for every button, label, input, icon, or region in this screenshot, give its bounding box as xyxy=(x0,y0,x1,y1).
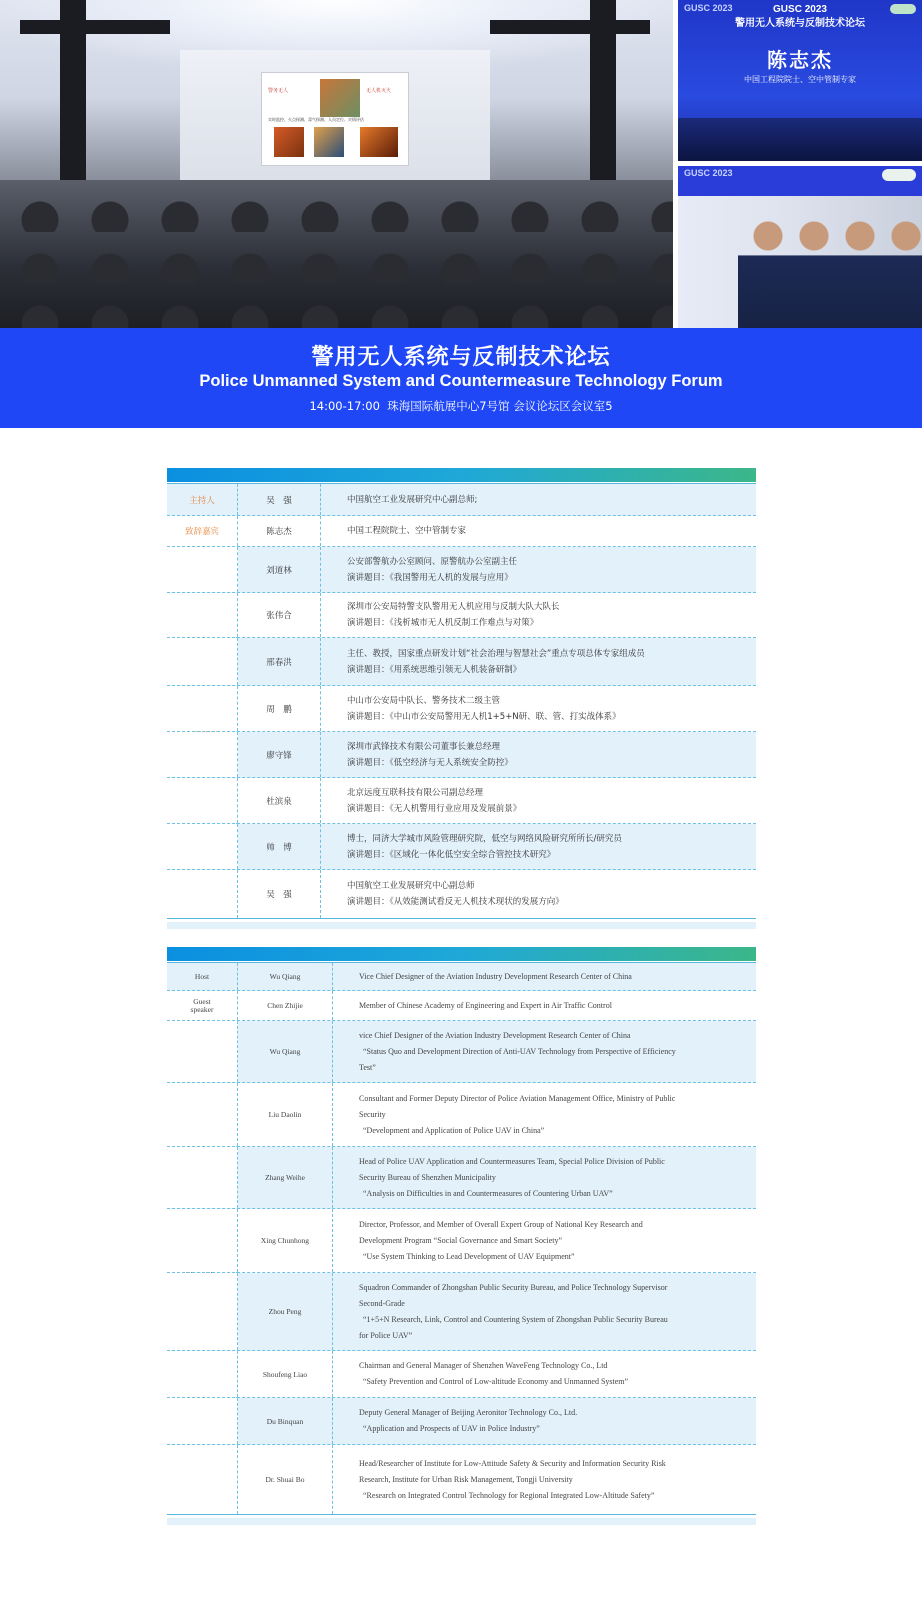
slide-label-left: 警务无人 xyxy=(268,88,289,94)
speaker-row xyxy=(167,547,756,593)
speaker-line: Consultant and Former Deputy Director of Police Aviation Management Office, Ministry of Public xyxy=(359,1093,676,1103)
speaker-desc xyxy=(333,1273,756,1350)
speaker-topic: 演讲题目：《我国警用无人机的发展与应用》 xyxy=(347,572,513,583)
speaker-desc xyxy=(321,593,756,637)
screen-speaker-title: 中国工程院院士、空中管制专家 xyxy=(744,75,856,84)
speaker-desc xyxy=(333,1445,756,1514)
speaker-desc xyxy=(333,1351,756,1397)
guest-desc-cell xyxy=(321,516,756,546)
speaker-line: Chairman and General Manager of Shenzhen WaveFeng Technology Co., Ltd xyxy=(359,1361,608,1370)
speaker-row xyxy=(167,638,756,686)
host-name: 吴 强 xyxy=(238,484,321,515)
slide-image xyxy=(360,127,398,157)
speaker-row xyxy=(167,593,756,638)
host-desc: Vice Chief Designer of the Aviation Industry Development Research Center of China xyxy=(359,971,632,981)
agenda-table-cn xyxy=(167,468,756,929)
speaker-name: Zhou Peng xyxy=(238,1273,333,1350)
keynote-group xyxy=(167,547,756,919)
forum-time-venue xyxy=(0,398,922,414)
gusc-logo: GUSC 2023 xyxy=(684,3,733,13)
guest-role-line: speaker xyxy=(190,1004,214,1014)
table-header-bar xyxy=(167,947,756,961)
speaker-name: 杜滨泉 xyxy=(238,778,321,823)
truss-bar-left xyxy=(20,20,170,34)
speaker-line: 中国航空工业发展研究中心副总师 xyxy=(347,881,475,891)
projection-screen xyxy=(261,72,409,166)
guest-role xyxy=(167,998,237,1014)
speaker-row xyxy=(167,870,756,919)
speaker-topic: 演讲题目：《低空经济与无人系统安全防控》 xyxy=(347,757,513,768)
speaker-row xyxy=(167,732,756,778)
table-footer-strip xyxy=(167,1518,756,1525)
host-role: 主持人 xyxy=(189,495,215,506)
stage-floor xyxy=(678,118,922,161)
speaker-topic: 演讲题目：《区域化一体化低空安全综合管控技术研究》 xyxy=(347,849,556,860)
slide-image xyxy=(320,79,360,117)
screen-speaker-name: 陈志杰 xyxy=(767,50,833,72)
speaker-name: Shoufeng Liao xyxy=(238,1351,333,1397)
agenda-table-en xyxy=(167,947,756,1525)
host-desc-cell xyxy=(333,963,756,990)
speaker-desc xyxy=(321,870,756,918)
speaker-name: Xing Chunhong xyxy=(238,1209,333,1272)
speaker-desc xyxy=(321,638,756,685)
speaker-topic: “Use System Thinking to Lead Development of UAV Equipment” xyxy=(363,1251,575,1261)
speaker-row xyxy=(167,1083,756,1147)
speaker-name: 帅 博 xyxy=(238,824,321,869)
speaker-row xyxy=(167,1273,756,1351)
speaker-row xyxy=(167,824,756,870)
speaker-desc xyxy=(321,547,756,592)
speaker-line: Second-Grade xyxy=(359,1298,405,1308)
slide-label-right: 无人机灭火 xyxy=(366,88,392,94)
gusc-logo: GUSC 2023 xyxy=(684,168,733,178)
speaker-name: 张伟合 xyxy=(238,593,321,637)
speaker-row xyxy=(167,1147,756,1209)
speaker-row xyxy=(167,1445,756,1515)
table-footer-strip xyxy=(167,922,756,929)
forum-venue: 珠海国际航展中心7号馆 会议论坛区会议室5 xyxy=(387,399,613,413)
speaker-line: 深圳市公安局特警支队警用无人机应用与反制大队大队长 xyxy=(347,602,560,612)
host-name: Wu Qiang xyxy=(238,963,333,990)
guest-row xyxy=(167,516,756,547)
speaker-topic: “Development and Application of Police UAV in China” xyxy=(363,1125,545,1135)
speaker-desc xyxy=(333,1083,756,1146)
speaker-topic: “Research on Integrated Control Technology for Regional Integrated Low-Altitude Safety” xyxy=(363,1490,655,1500)
role-cell xyxy=(167,991,238,1020)
speaker-row xyxy=(167,1351,756,1398)
speaker-topic: “Safety Prevention and Control of Low-altitude Economy and Unmanned System” xyxy=(363,1377,629,1386)
speaker-name: Du Binquan xyxy=(238,1398,333,1444)
forum-title-cn: 警用无人系统与反制技术论坛 xyxy=(311,345,611,370)
guest-desc: 中国工程院院士、空中管制专家 xyxy=(347,526,467,536)
speaker-desc xyxy=(321,732,756,777)
speaker-topic: “Status Quo and Development Direction of Anti-UAV Technology from Perspective of Efficiency xyxy=(363,1046,676,1056)
speaker-desc xyxy=(321,824,756,869)
slide-image xyxy=(274,127,304,157)
speaker-name: 刘道林 xyxy=(238,547,321,592)
photo-collage xyxy=(0,0,922,328)
role-cell xyxy=(167,963,238,990)
speaker-line: 中山市公安局中队长、警务技术二级主管 xyxy=(347,695,501,706)
guest-name: 陈志杰 xyxy=(238,516,321,546)
role-cell xyxy=(167,516,238,546)
speaker-row xyxy=(167,686,756,732)
speaker-name: 周 鹏 xyxy=(238,686,321,731)
role-cell xyxy=(167,484,238,515)
speaker-line: vice Chief Designer of the Aviation Industry Development Research Center of China xyxy=(359,1030,631,1040)
speaker-line: 博士，同济大学城市风险管理研究院，低空与网络风险研究所所长/研究员 xyxy=(347,833,622,844)
speaker-topic: 演讲题目：《无人机警用行业应用及发展前景》 xyxy=(347,803,522,814)
speaker-line: Director, Professor, and Member of Overall Expert Group of National Key Research and xyxy=(359,1219,643,1229)
speaker-photo xyxy=(678,0,922,161)
forum-title-en: Police Unmanned System and Countermeasure Technology Forum xyxy=(199,372,723,390)
speaker-name: 邢春洪 xyxy=(238,638,321,685)
speaker-topic: “Application and Prospects of UAV in Police Industry” xyxy=(363,1424,540,1433)
truss-bar-right xyxy=(490,20,650,34)
host-role: Host xyxy=(194,971,210,981)
guest-row xyxy=(167,991,756,1021)
speaker-row xyxy=(167,1398,756,1445)
speaker-row xyxy=(167,1021,756,1083)
slide-caption: 实时监控、火点探测、毒气探测、人员定位、灾情评估 xyxy=(268,117,364,122)
guest-desc-cell xyxy=(333,991,756,1020)
speaker-name: Wu Qiang xyxy=(238,1021,333,1082)
speaker-topic: 演讲题目：《用系统思维引领无人机装备研制》 xyxy=(347,664,522,675)
guest-name: Chen Zhijie xyxy=(238,991,333,1020)
screen-title: 警用无人系统与反制技术论坛 xyxy=(735,18,865,29)
speaker-row xyxy=(167,1209,756,1273)
speaker-topic: 演讲题目：《浅析城市无人机反制工作难点与对策》 xyxy=(347,618,539,628)
speaker-line: Research, Institute for Urban Risk Management, Tongji University xyxy=(359,1474,573,1484)
speaker-name: Liu Daolin xyxy=(238,1083,333,1146)
host-row xyxy=(167,484,756,516)
speaker-line: 主任、教授，国家重点研发计划“社会治理与智慧社会”重点专项总体专家组成员 xyxy=(347,648,645,659)
speaker-desc xyxy=(321,686,756,731)
speaker-line: Head/Researcher of Institute for Low-Attitude Safety & Security and Information Security Risk xyxy=(359,1458,666,1468)
speaker-line: 北京远度互联科技有限公司副总经理 xyxy=(347,787,484,798)
seated-guests xyxy=(738,206,922,328)
speaker-topic: “1+5+N Research, Link, Control and Countering System of Zhongshan Public Security Bureau xyxy=(363,1314,668,1324)
audience-seats xyxy=(0,180,673,328)
host-desc: 中国航空工业发展研究中心副总师; xyxy=(347,494,478,505)
speaker-name: 吴 强 xyxy=(238,870,321,918)
speaker-desc xyxy=(333,1021,756,1082)
speaker-topic: for Police UAV” xyxy=(359,1330,413,1340)
slide-image xyxy=(314,127,344,157)
speaker-topic: 演讲题目：《从效能测试看反无人机技术现状的发展方向》 xyxy=(347,897,564,907)
host-desc-cell xyxy=(321,484,756,515)
speaker-name: 廖守锋 xyxy=(238,732,321,777)
speaker-line: Head of Police UAV Application and Countermeasures Team, Special Police Division of Public xyxy=(359,1156,665,1166)
guest-role: 致辞嘉宾 xyxy=(184,527,219,537)
speaker-name: Zhang Weihe xyxy=(238,1147,333,1208)
speaker-desc xyxy=(333,1147,756,1208)
forum-hall-photo xyxy=(0,0,673,328)
host-row xyxy=(167,963,756,991)
guest-role-line: Guest xyxy=(193,996,211,1006)
speaker-line: Development Program “Social Governance and Smart Society” xyxy=(359,1235,563,1245)
audience-photo xyxy=(678,166,922,328)
speaker-line: Deputy General Manager of Beijing Aeronitor Technology Co., Ltd. xyxy=(359,1408,578,1417)
speaker-row xyxy=(167,778,756,824)
speaker-line: 深圳市武锋技术有限公司董事长兼总经理 xyxy=(347,741,501,752)
speaker-topic: Test” xyxy=(359,1062,376,1072)
speaker-desc xyxy=(333,1398,756,1444)
speaker-desc xyxy=(321,778,756,823)
speaker-desc xyxy=(333,1209,756,1272)
speaker-line: Security Bureau of Shenzhen Municipality xyxy=(359,1172,496,1182)
guest-desc: Member of Chinese Academy of Engineering and Expert in Air Traffic Control xyxy=(359,1000,612,1010)
speaker-topic: “Analysis on Difficulties in and Countermeasures of Countering Urban UAV” xyxy=(363,1188,613,1198)
speaker-line: 公安部警航办公室顾问、原警航办公室副主任 xyxy=(347,556,518,567)
forum-banner xyxy=(0,328,922,428)
forum-time: 14:00-17:00 xyxy=(309,399,380,413)
keynote-group xyxy=(167,1021,756,1515)
organizer-logo xyxy=(882,169,916,181)
screen-brand: GUSC 2023 xyxy=(773,4,827,15)
speaker-line: Squadron Commander of Zhongshan Public Security Bureau, and Police Technology Supervisor xyxy=(359,1282,668,1292)
table-header-bar xyxy=(167,468,756,482)
speaker-name: Dr. Shuai Bo xyxy=(238,1445,333,1514)
speaker-line: Security xyxy=(359,1109,386,1119)
speaker-topic: 演讲题目：《中山市公安局警用无人机1+5+N研、联、管、打实战体系》 xyxy=(347,711,621,722)
